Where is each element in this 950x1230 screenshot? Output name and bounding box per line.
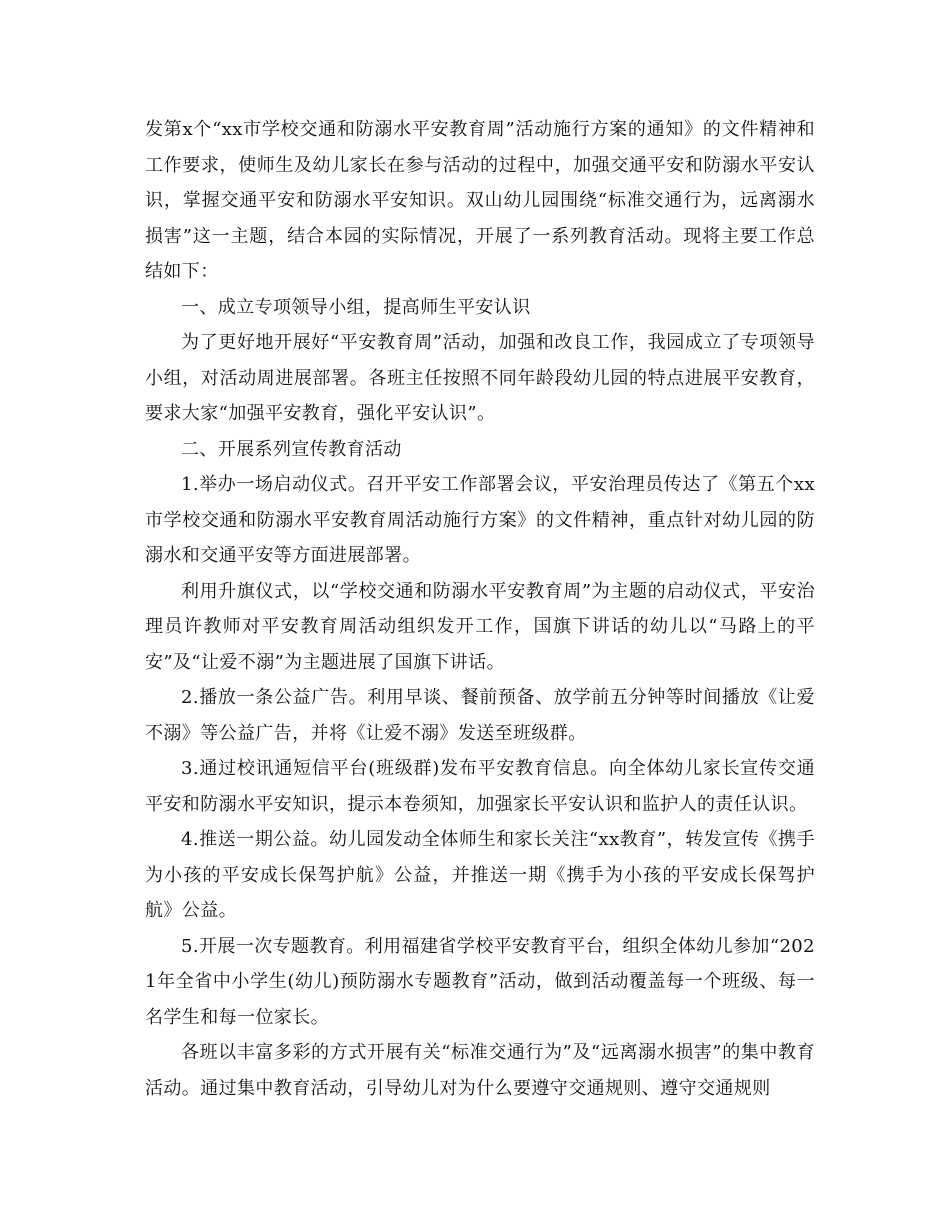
paragraph-item-5: 5.开展一次专题教育。利用福建省学校平安教育平台，组织全体幼儿参加“2021年全省中小学生(幼儿)预防溺水专题教育”活动，做到活动覆盖每一个班级、每一名学生和每一位家长。 [145,935,815,1028]
document-body [145,112,815,1106]
section-heading-1: 一、成立专项领导小组，提高师生平安认识 [181,296,531,318]
paragraph-item-2: 2.播放一条公益广告。利用早谈、餐前预备、放学前五分钟等时间播放《让爱不溺》等公益广告，并将《让爱不溺》发送至班级群。 [145,687,815,744]
section-heading-2: 二、开展系列宣传教育活动 [181,438,402,460]
paragraph-item-4: 4.推送一期公益。幼儿园发动全体师生和家长关注“xx教育”，转发宣传《携手为小孩的平安成长保驾护航》公益，并推送一期《携手为小孩的平安成长保驾护航》公益。 [145,829,815,921]
paragraph-item-3: 3.通过校讯通短信平台(班级群)发布平安教育信息。向全体幼儿家长宣传交通平安和防溺水平安知识，提示本卷须知，加强家长平安认识和监护人的责任认识。 [145,758,815,815]
paragraph-leadership-group: 为了更好地开展好“平安教育周”活动，加强和改良工作，我园成立了专项领导小组，对活动周进展部署。各班主任按照不同年龄段幼儿园的特点进展平安教育，要求大家“加强平安教育，强化平安认识”。 [145,332,815,424]
paragraph-item-1: 1.举办一场启动仪式。召开平安工作部署会议，平安治理员传达了《第五个xx市学校交通和防溺水平安教育周活动施行方案》的文件精神，重点针对幼儿园的防溺水和交通平安等方面进展部署。 [145,474,815,566]
intro-paragraph: 发第x个“xx市学校交通和防溺水平安教育周”活动施行方案的通知》的文件精神和工作要求，使师生及幼儿家长在参与活动的过程中，加强交通平安和防溺水平安认识，掌握交通平安和防溺水平安知识。双山幼儿园围绕“标准交通行为，远离溺水损害”这一主题，结合本园的实际情况，开展了一系列教育活动。现将主要工作总结如下： [145,119,815,282]
paragraph-class-activities: 各班以丰富多彩的方式开展有关“标准交通行为”及“远离溺水损害”的集中教育活动。通过集中教育活动，引导幼儿对为什么要遵守交通规则、遵守交通规则 [145,1042,815,1099]
paragraph-flag-ceremony: 利用升旗仪式，以“学校交通和防溺水平安教育周”为主题的启动仪式，平安治理员许教师对平安教育周活动组织发开工作，国旗下讲话的幼儿以“马路上的平安”及“让爱不溺”为主题进展了国旗下讲话。 [145,580,815,673]
